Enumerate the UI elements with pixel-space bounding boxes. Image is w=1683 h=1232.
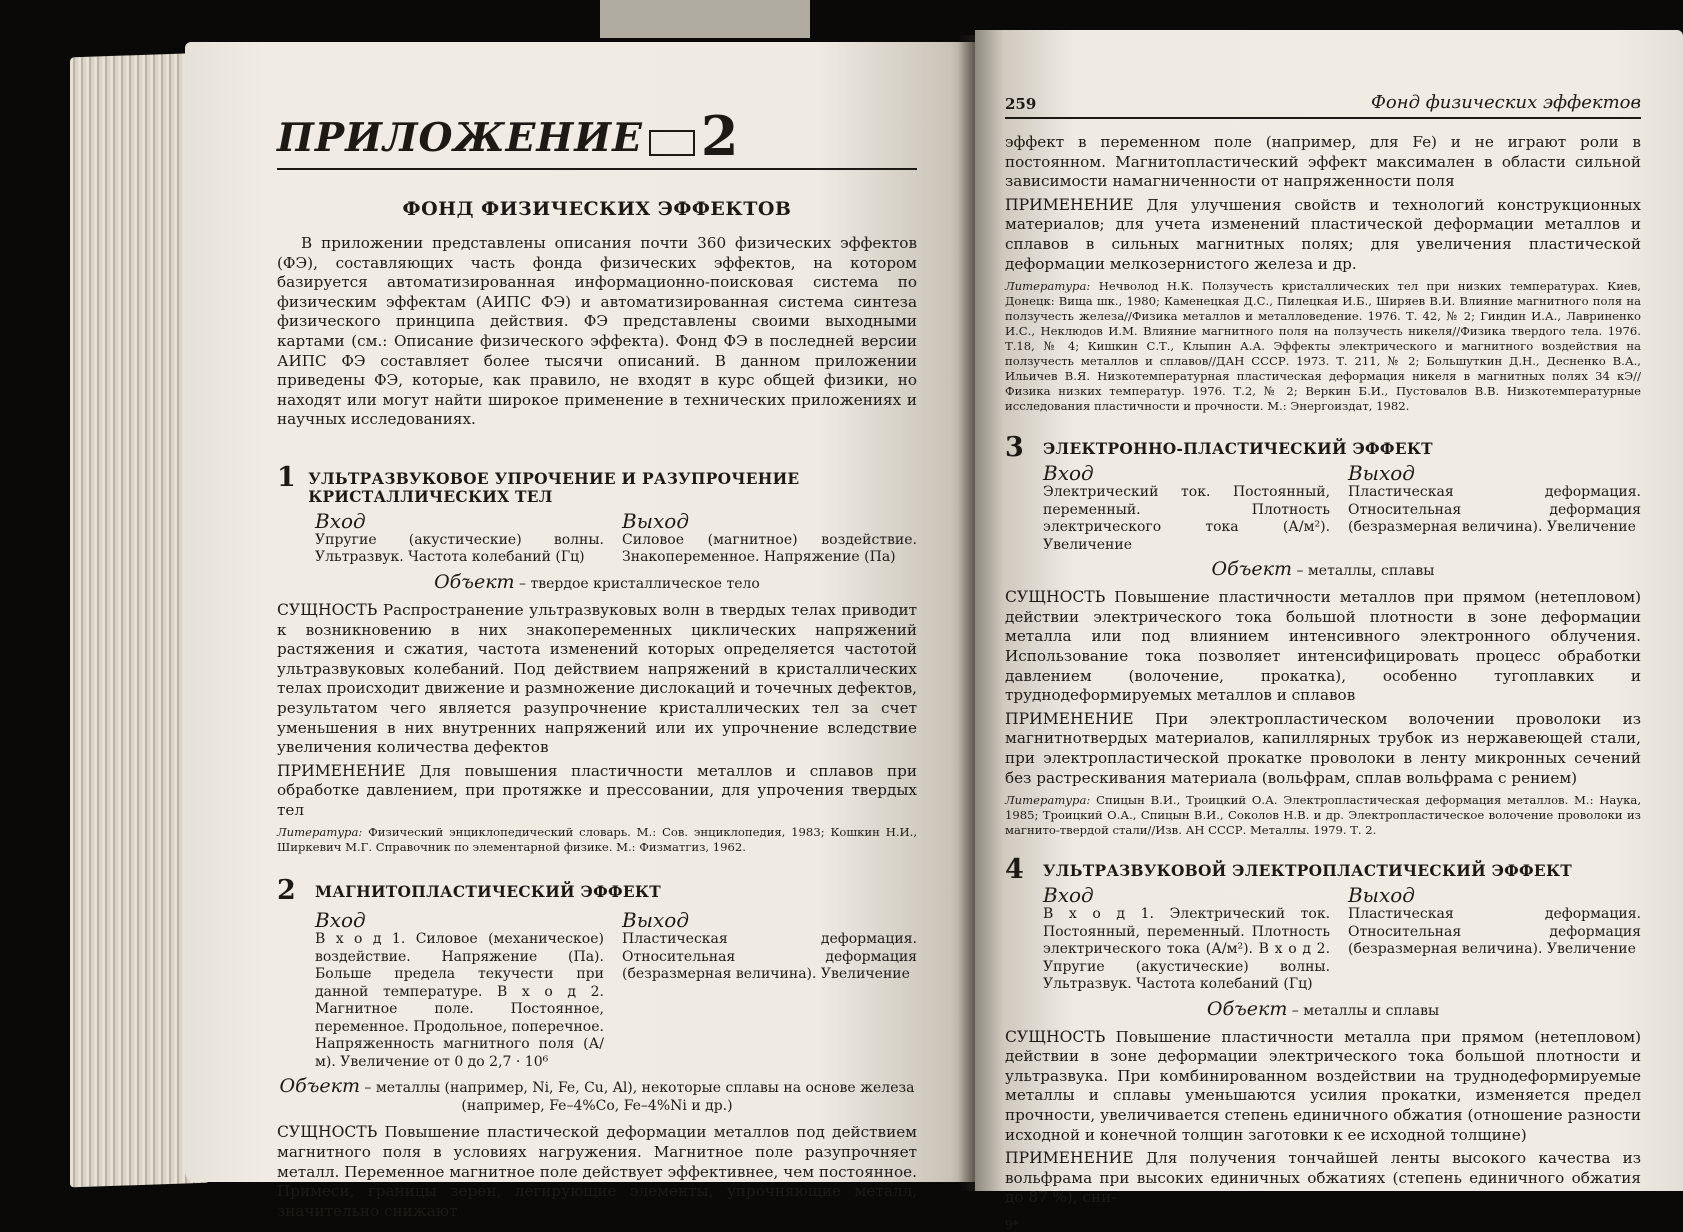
object-label: Объект	[1211, 558, 1292, 581]
page-header	[1005, 92, 1641, 113]
object-text: – металлы и сплавы	[1287, 1002, 1440, 1019]
intro-paragraph: В приложении представлены описания почти 360 физических эффектов (ФЭ), составляющих часть фонда физических эффектов, на котором базируется автоматизированная информационно-поисковая система по физическим эффектам (АИПС ФЭ) и автоматизированная система синтеза физического принципа действия. ФЭ представлены своими выходными картами (см.: Описание физического эффекта). Фонд ФЭ в последней версии АИПС ФЭ составляет более тысячи описаний. В данном приложении приведены ФЭ, которые, как правило, не входят в курс общей физики, но находят или могут найти широкое применение в технических приложениях и научных исследованиях.	[277, 234, 917, 429]
input-label: Вход	[315, 908, 366, 933]
application-label: ПРИМЕНЕНИЕ	[1005, 1149, 1134, 1168]
output-text: Пластическая деформация. Относительная деформация (безразмерная величина). Увеличение	[1347, 484, 1641, 536]
essence-label: СУЩНОСТЬ	[277, 600, 378, 619]
essence-label: СУЩНОСТЬ	[1005, 1027, 1106, 1046]
output-text: Пластическая деформация. Относительная деформация (безразмерная величина). Увеличение	[622, 931, 917, 983]
effect-3-heading	[1005, 434, 1641, 462]
effect-title: УЛЬТРАЗВУКОВОЕ УПРОЧЕНИЕ И РАЗУПРОЧЕНИЕ КРИСТАЛЛИЧЕСКИХ ТЕЛ	[308, 469, 800, 506]
effect-4	[1005, 856, 1641, 1208]
input-column	[315, 510, 604, 567]
effect-number: 2	[277, 875, 296, 907]
effect-title: ЭЛЕКТРОННО-ПЛАСТИЧЕСКИЙ ЭФФЕКТ	[1043, 440, 1433, 459]
application-paragraph	[277, 762, 917, 821]
essence-text: Повышение пластичности металлов при прямом (нетепловом) действии электрического тока большой плотности в зоне деформации металла или под влиянием интенсивного электронного облучения. Использование тока позволяет интенсифицировать процесс обработки давлением (волочение, прокатка), особенно тугоплавких и труднодеформируемых металлов и сплавов	[1005, 588, 1641, 705]
input-text: В х о д 1. Электрический ток. Постоянный, переменный. Плотность электрического тока (А/м²). В х о д 2. Упругие (акустические) волны. Ультразвук. Частота колебаний (Гц)	[1043, 906, 1331, 993]
literature-label: Литература:	[277, 825, 363, 840]
effect-2-io	[315, 909, 917, 1071]
essence-paragraph	[277, 1123, 917, 1221]
effect-title: УЛЬТРАЗВУКОВОЙ ЭЛЕКТРОПЛАСТИЧЕСКИЙ ЭФФЕКТ	[1043, 862, 1573, 881]
running-head: Фонд физических эффектов	[1370, 92, 1641, 113]
essence-text: Повышение пластической деформации металлов под действием магнитного поля в условиях нагружения. Магнитное поле разупрочняет металл. Переменное магнитное поле действует эффективнее, чем постоянное. Примеси, границы зерен, легирующие элементы, упрочняющие металл, значительно снижают	[277, 1123, 917, 1220]
input-text: Упругие (акустические) волны. Ультразвук. Частота колебаний (Гц)	[315, 531, 604, 566]
effect-1	[277, 461, 917, 856]
literature-text: Спицын В.И., Троицкий О.А. Электропластическая деформация металлов. М.: Наука, 1985; Троицкий О.А., Спицын В.И., Соколов Н.В. и др. Электропластическое волочение проволоки из магнито-твердой стали//Изв. АН СССР. Металлы. 1979. Т. 2.	[1005, 793, 1641, 838]
output-label: Выход	[1347, 883, 1415, 908]
object-text: – металлы, сплавы	[1292, 563, 1435, 580]
object-line	[277, 1077, 917, 1115]
input-column	[315, 909, 604, 1071]
input-label: Вход	[315, 508, 366, 533]
application-label: ПРИМЕНЕНИЕ	[277, 761, 406, 780]
effect-number: 3	[1005, 432, 1024, 464]
output-label: Выход	[1347, 461, 1415, 486]
literature-paragraph	[277, 825, 917, 855]
application-label: ПРИМЕНЕНИЕ	[1005, 195, 1134, 214]
essence-paragraph	[1005, 1028, 1641, 1146]
cont-literature-paragraph	[1005, 279, 1641, 414]
literature-label: Литература:	[1005, 793, 1091, 808]
page-number: 259	[1005, 95, 1037, 113]
essence-text: Повышение пластичности металла при прямом (нетепловом) действии в зоне деформации электрического тока большой плотности и ультразвука. При комбинированном воздействии на труднодеформируемые металлы и сплавы уменьшаются усилия прокатки, изменяется предел прочности, увеличивается степень единичного обжатия (отношение разности исходной и конечной толщин заготовки к ее исходной толщине)	[1005, 1027, 1641, 1144]
effect-2-heading	[277, 877, 917, 905]
effect-number: 4	[1005, 854, 1024, 886]
application-text: Для улучшения свойств и технологий конструкционных материалов; для учета изменений пластической деформации металлов и сплавов в сильных магнитных полях; для увеличения пластической деформации мелкозернистого железа и др.	[1005, 195, 1641, 273]
left-page	[185, 42, 975, 1220]
application-paragraph	[1005, 710, 1641, 788]
heading-rule	[277, 168, 917, 170]
effect-3-io	[1043, 462, 1641, 554]
application-label: ПРИМЕНЕНИЕ	[1005, 709, 1134, 728]
input-label: Вход	[1043, 461, 1094, 486]
object-text: – твердое кристаллическое тело	[514, 575, 760, 592]
header-rule	[1005, 117, 1641, 119]
appendix-heading	[277, 100, 917, 168]
effect-1-heading	[277, 461, 917, 506]
effect-number: 1	[277, 461, 296, 493]
effect-title: МАГНИТОПЛАСТИЧЕСКИЙ ЭФФЕКТ	[315, 883, 661, 902]
effect-1-io	[315, 510, 917, 567]
object-text: – металлы (например, Ni, Fe, Cu, Al), некоторые сплавы на основе железа (например, Fe–4%Co, Fe–4%Ni и др.)	[359, 1080, 915, 1115]
essence-label: СУЩНОСТЬ	[277, 1123, 378, 1142]
effect-4-heading	[1005, 856, 1641, 884]
object-line	[1005, 997, 1641, 1020]
paper-strip	[600, 0, 810, 38]
object-label: Объект	[434, 570, 515, 593]
essence-paragraph	[1005, 588, 1641, 706]
effect-2	[277, 877, 917, 1221]
output-text: Силовое (магнитное) воздействие. Знакопеременное. Напряжение (Па)	[622, 531, 917, 566]
output-column	[1348, 884, 1641, 994]
right-page	[975, 30, 1683, 1232]
essence-paragraph	[277, 601, 917, 758]
object-label: Объект	[279, 1075, 360, 1098]
input-text: Электрический ток. Постоянный, переменный. Плотность электрического тока (А/м²). Увеличение	[1043, 484, 1331, 553]
object-line	[277, 570, 917, 593]
input-column	[1043, 462, 1330, 554]
left-page-content	[277, 100, 917, 1221]
section-title: ФОНД ФИЗИЧЕСКИХ ЭФФЕКТОВ	[402, 198, 792, 220]
object-label: Объект	[1206, 997, 1288, 1020]
signature-mark: 9*	[1005, 1217, 1019, 1232]
output-column	[622, 909, 917, 1071]
input-label: Вход	[1043, 883, 1094, 908]
literature-text: Физический энциклопедический словарь. М.: Сов. энциклопедия, 1983; Кошкин Н.И., Ширкевич М.Г. Справочник по элементарной физике. М.: Физматгиз, 1962.	[277, 825, 917, 855]
application-paragraph	[1005, 1149, 1641, 1208]
cont-application-paragraph	[1005, 196, 1641, 274]
continuation-paragraph: эффект в переменном поле (например, для Fe) и не играют роли в постоянном. Магнитопластический эффект максимален в области сильной зависимости намагниченности от напряженности поля	[1005, 133, 1641, 191]
application-text: Для получения тончайшей ленты высокого качества из вольфрама при высоких единичных обжатиях (степень единичного обжатия до 87 %), сни-	[1005, 1149, 1641, 1207]
literature-label: Литература:	[1005, 279, 1091, 294]
input-text: В х о д 1. Силовое (механическое) воздействие. Напряжение (Па). Больше предела текучести при данной температуре. В х о д 2. Магнитное поле. Постоянное, переменное. Продольное, поперечное. Напряженность магнитного поля (А/м). Увеличение от 0 до 2,7 · 10⁶	[315, 931, 604, 1070]
effect-3	[1005, 434, 1641, 838]
essence-text: Распространение ультразвуковых волн в твердых телах приводит к возникновению в них знакопеременных циклических напряжений растяжения и сжатия, частота изменений которых определяется частотой ультразвуковых колебаний. Под действием напряжений в кристаллических телах происходит движение и размножение дислокаций и точечных дефектов, результатом чего является разупрочнение кристаллических тел за счет уменьшения в них внутренних напряжений или их упрочнение вследствие увеличения количества дефектов	[277, 600, 917, 757]
right-page-content	[1005, 92, 1641, 1232]
output-column	[1348, 462, 1641, 554]
output-text: Пластическая деформация. Относительная деформация (безразмерная величина). Увеличение	[1347, 906, 1641, 958]
application-text: При электропластическом волочении проволоки из магнитнотвердых материалов, капиллярных трубок из нержавеющей стали, при электропластической прокатке проволоки в ленту микронных сечений без растрескивания материала (вольфрам, сплав вольфрама с рением)	[1005, 709, 1641, 787]
output-label: Выход	[622, 908, 690, 933]
appendix-number: 2	[700, 104, 739, 168]
literature-text: Нечволод Н.К. Ползучесть кристаллических тел при низких температурах. Киев, Донецк: Вища шк., 1980; Каменецкая Д.С., Пилецкая И.Б., Ширяев В.И. Влияние магнитного поля на ползучесть железа//Физика металлов и металловедение. 1976. Т. 42, № 2; Гиндин И.А., Лавриненко И.С., Неклюдов И.М. Влияние магнитного поля на ползучесть никеля//Физика твердого тела. 1976. Т.18, № 4; Кишкин С.Т., Клыпин А.А. Эффекты электрического и магнитного воздействия на ползучесть металлов и сплавов//ДАН СССР. 1973. Т. 211, № 2; Большуткин Д.Н., Десненко В.А., Ильичев В.Я. Низкотемпературная пластическая деформация никеля в магнитных полях 34 кЭ//Физика низких температур. 1976. Т.2, № 2; Веркин Б.И., Пустовалов В.В. Низкотемпературные исследования пластичности и прочности. М.: Энергоиздат, 1982.	[1005, 279, 1641, 414]
appendix-box	[649, 130, 695, 156]
object-line	[1005, 560, 1641, 580]
literature-paragraph	[1005, 793, 1641, 838]
output-label: Выход	[622, 508, 690, 533]
input-column	[1043, 884, 1330, 994]
effect-4-io	[1043, 884, 1641, 994]
application-text: Для повышения пластичности металлов и сплавов при обработке давлением, при протяжке и прессовании, для упрочения твердых тел	[277, 761, 917, 819]
output-column	[622, 510, 917, 567]
essence-label: СУЩНОСТЬ	[1005, 588, 1106, 607]
appendix-word: ПРИЛОЖЕНИЕ	[277, 115, 643, 161]
